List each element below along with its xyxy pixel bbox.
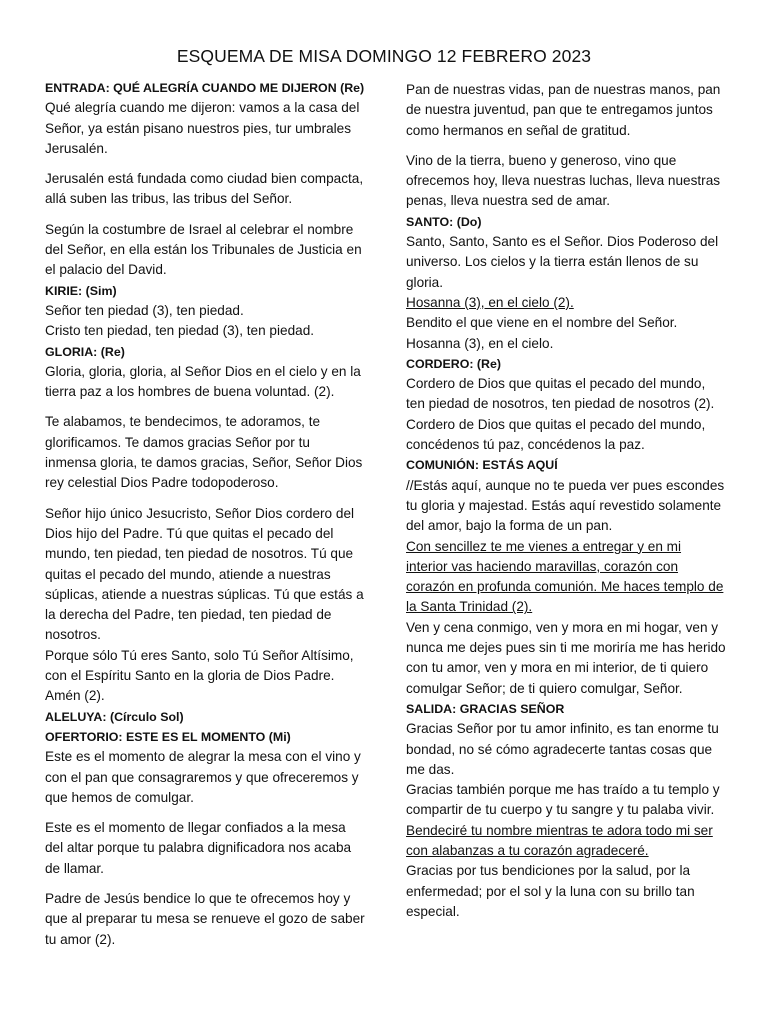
entrada-heading: ENTRADA: QUÉ ALEGRÍA CUANDO ME DIJERON (Re) [45, 81, 365, 95]
cordero-heading: CORDERO: (Re) [406, 356, 501, 371]
cordero-paragraph-2: Cordero de Dios que quitas el pecado del mundo, concédenos tú paz, concédenos la paz. [406, 416, 706, 453]
gloria-paragraph-3: Señor hijo único Jesucristo, Señor Dios cordero del Dios hijo del Padre. Tú que quitas el pecado del mundo, ten piedad, ten piedad de nosotros. Tú que quitas el pecado del mundo, atiende a nuestras súplicas, atiende a nuestras súplicas. Tú que estás a la derecha del Padre, ten piedad, ten piedad de nosotros. [45, 505, 364, 643]
ofertorio-paragraph-5: Vino de la tierra, bueno y generoso, vino que ofrecemos hoy, lleva nuestras luchas, lleva nuestras penas, lleva nuestra sed de amar. [406, 152, 721, 209]
ofertorio-paragraph-4: Pan de nuestras vidas, pan de nuestras manos, pan de nuestra juventud, pan que te entregamos juntos como hermanos en señal de gratitud. [406, 82, 721, 138]
gloria-paragraph-4: Porque sólo Tú eres Santo, solo Tú Señor Altísimo, con el Espíritu Santo en la gloria de Dios Padre. Amén (2). [45, 647, 354, 704]
comunion-paragraph-3: Ven y cena conmigo, ven y mora en mi hogar, ven y nunca me dejes pues sin ti me moriría me has herido con tu amor, ven y mora en mi interior, de ti quiero comulgar Señor; de ti quiero comulgar, Señor. [406, 619, 726, 696]
santo-hosanna-line: Hosanna (3), en el cielo (2). [406, 294, 574, 310]
kirie-heading: KIRIE: (Sim) [45, 283, 117, 298]
salida-paragraph-3: Bendeciré tu nombre mientras te adora todo mi ser con alabanzas a tu corazón agradeceré. [406, 822, 713, 858]
santo-paragraph-1: Santo, Santo, Santo es el Señor. Dios Poderoso del universo. Los cielos y la tierra están llenos de su gloria. [406, 234, 719, 290]
comunion-paragraph-2: Con sencillez te me vienes a entregar y en mi interior vas haciendo maravillas, corazón con corazón en profunda comunión. Me haces templo de la Santa Trinidad (2). [406, 538, 724, 615]
aleluya-heading: ALELUYA: (Círculo Sol) [45, 709, 184, 724]
gloria-paragraph-1: Gloria, gloria, gloria, al Señor Dios en el cielo y en la tierra paz a los hombres de buena voluntad. (2). [45, 363, 361, 400]
santo-hosanna-final-line: Hosanna (3), en el cielo. [406, 335, 554, 351]
cordero-paragraph-1: Cordero de Dios que quitas el pecado del mundo, ten piedad de nosotros, ten piedad de nosotros (2). [406, 376, 715, 412]
ofertorio-paragraph-3: Padre de Jesús bendice lo que te ofrecemos hoy y que al preparar tu mesa se renueve el gozo de saber tu amor (2). [45, 890, 365, 947]
left-column [45, 78, 365, 950]
ofertorio-paragraph-1: Este es el momento de alegrar la mesa con el vino y con el pan que consagraremos y que ofreceremos y que hemos de comulgar. [45, 749, 361, 805]
kirie-line-1: Señor ten piedad (3), ten piedad. [45, 302, 244, 318]
salida-paragraph-1: Gracias Señor por tu amor infinito, es tan enorme tu bondad, no sé cómo agradecerte tantas cosas que me das. [406, 721, 719, 777]
salida-paragraph-4: Gracias por tus bendiciones por la salud, por la enfermedad; por el sol y la luna con su brillo tan especial. [406, 863, 695, 919]
comunion-paragraph-1: //Estás aquí, aunque no te pueda ver pues escondes tu gloria y majestad. Estás aquí revestido solamente del amor, bajo la forma de un pan. [406, 477, 725, 534]
comunion-heading: COMUNIÓN: ESTÁS AQUÍ [406, 458, 558, 473]
page-title: ESQUEMA DE MISA DOMINGO 12 FEBRERO 2023 [176, 46, 592, 66]
right-column [406, 80, 726, 922]
salida-heading: SALIDA: GRACIAS SEÑOR [406, 701, 565, 716]
entrada-paragraph-1: Qué alegría cuando me dijeron: vamos a la casa del Señor, ya están pisano nuestros pies, tur umbrales Jerusalén. [45, 100, 360, 156]
santo-bendito-line: Bendito el que viene en el nombre del Señor. [406, 315, 678, 331]
gloria-heading: GLORIA: (Re) [45, 344, 125, 359]
salida-paragraph-2: Gracias también porque me has traído a tu templo y compartir de tu cuerpo y tu sangre y tu palaba vivir. [406, 782, 720, 818]
ofertorio-heading: OFERTORIO: ESTE ES EL MOMENTO (Mi) [45, 729, 291, 744]
gloria-paragraph-2: Te alabamos, te bendecimos, te adoramos, te glorificamos. Te damos gracias Señor por tu inmensa gloria, te damos gracias, Señor, Señor Dios rey celestial Dios Padre todopoderoso. [45, 414, 363, 491]
santo-heading: SANTO: (Do) [406, 214, 482, 229]
entrada-paragraph-3: Según la costumbre de Israel al celebrar el nombre del Señor, en ella están los Tribunales de Justicia en el palacio del David. [45, 221, 362, 278]
kirie-line-2: Cristo ten piedad, ten piedad (3), ten piedad. [45, 323, 315, 339]
ofertorio-paragraph-2: Este es el momento de llegar confiados a la mesa del altar porque tu palabra dignificadora nos acaba de llamar. [45, 820, 352, 876]
entrada-paragraph-2: Jerusalén está fundada como ciudad bien compacta, allá suben las tribus, las tribus del Señor. [45, 171, 364, 207]
